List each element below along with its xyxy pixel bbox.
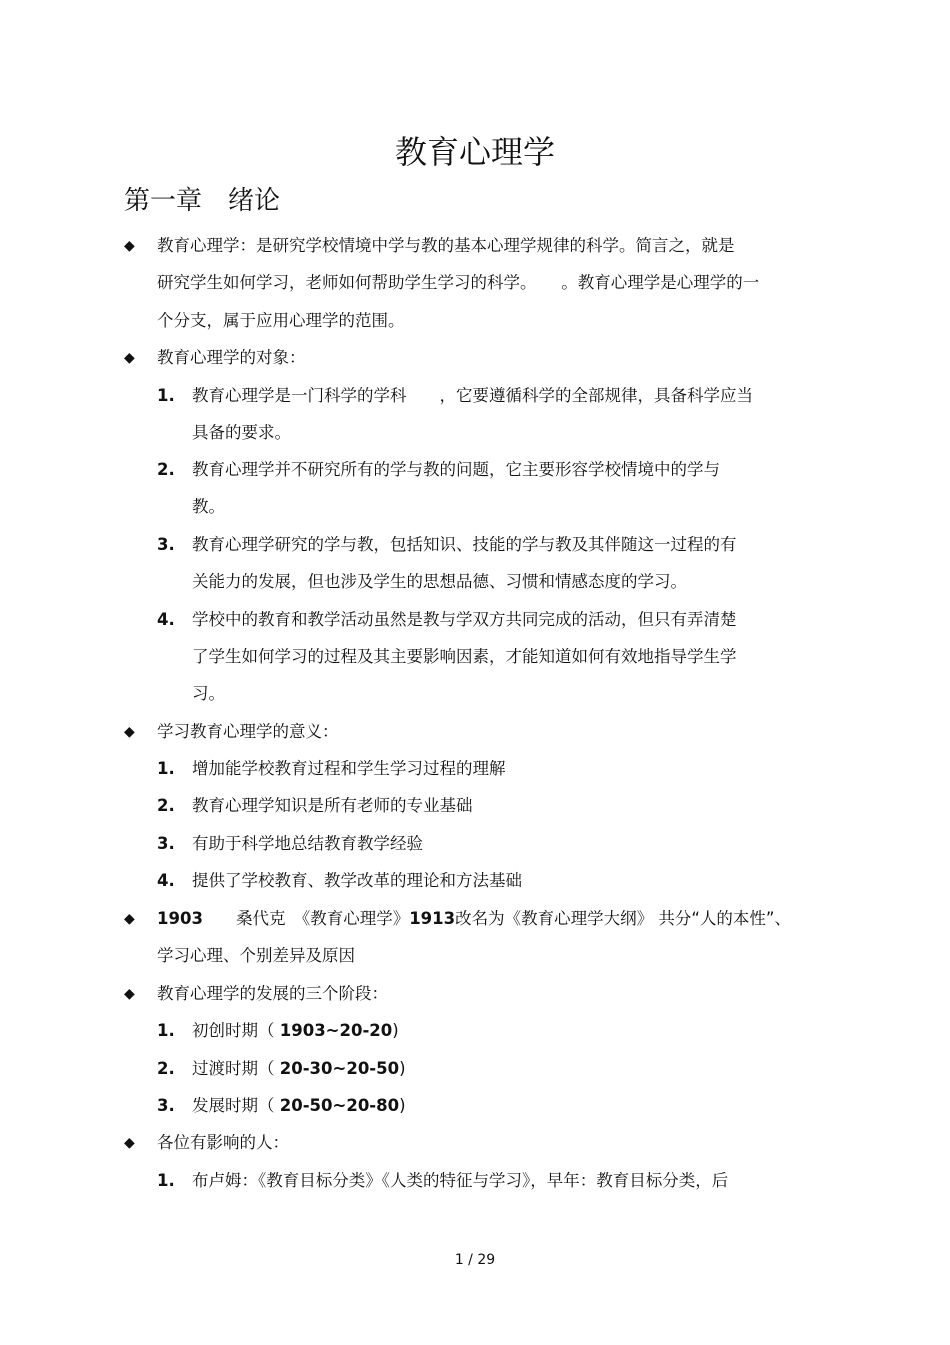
section-heading-objects: 教育心理学的对象：: [157, 348, 306, 367]
list-item-line: 教育心理学是一门科学的学科 ，它要遵循科学的全部规律，具备科学应当: [192, 386, 753, 405]
bullet-icon: ◆: [124, 911, 135, 927]
list-number: 3.: [157, 535, 175, 554]
page-number: 1 / 29: [454, 1252, 496, 1268]
bullet-icon: ◆: [124, 238, 135, 254]
list-item-line: 关能力的发展，但也涉及学生的思想品德、习惯和情感态度的学习。: [192, 572, 687, 591]
list-number: 3.: [157, 1096, 175, 1115]
list-item-line: 学校中的教育和教学活动虽然是教与学双方共同完成的活动，但只有弄清楚: [192, 610, 737, 629]
list-item-line: 增加能学校教育过程和学生学习过程的理解: [192, 759, 506, 778]
stage-item: [192, 1093, 406, 1119]
year-1903: 1903: [157, 909, 203, 928]
stage-close: ): [399, 1096, 406, 1115]
list-number: 1.: [157, 759, 175, 778]
list-item-line: 具备的要求。: [192, 423, 291, 442]
section-heading-significance: 学习教育心理学的意义：: [157, 722, 339, 741]
stage-range: 20-30~20-50: [279, 1059, 400, 1078]
definition-line-3: 个分支，属于应用心理学的范围。: [157, 311, 405, 330]
history-line-2: 学习心理、个别差异及原因: [157, 946, 355, 965]
list-number: 4.: [157, 871, 175, 890]
list-number: 1.: [157, 1171, 175, 1190]
stage-item: [192, 1018, 399, 1044]
chapter-heading: 第一章 绪论: [124, 186, 281, 216]
stage-item: [192, 1056, 406, 1082]
list-number: 1.: [157, 386, 175, 405]
stage-label: 过渡时期（: [192, 1059, 280, 1078]
list-number: 3.: [157, 834, 175, 853]
list-item-line: 有助于科学地总结教育教学经验: [192, 834, 423, 853]
list-item-line: 教育心理学知识是所有老师的专业基础: [192, 796, 473, 815]
bullet-icon: ◆: [124, 986, 135, 1002]
definition-line-2: 研究学生如何学习，老师如何帮助学生学习的科学。 。教育心理学是心理学的一: [157, 273, 760, 292]
stage-range: 20-50~20-80: [279, 1096, 400, 1115]
history-line-1: [157, 906, 791, 932]
list-number: 1.: [157, 1021, 175, 1040]
list-number: 2.: [157, 1059, 175, 1078]
year-1913: 1913: [409, 909, 456, 928]
bullet-icon: ◆: [124, 350, 135, 366]
section-heading-stages: 教育心理学的发展的三个阶段：: [157, 984, 388, 1003]
stage-range: 1903~20-20: [279, 1021, 393, 1040]
list-item-line: 习。: [192, 684, 225, 703]
list-number: 2.: [157, 796, 175, 815]
stage-label: 发展时期（: [192, 1096, 280, 1115]
stage-close: ): [399, 1059, 406, 1078]
list-item-line: 教育心理学研究的学与教，包括知识、技能的学与教及其伴随这一过程的有: [192, 535, 737, 554]
history-text-a: 桑代克 《教育心理学》: [202, 909, 410, 928]
list-number: 2.: [157, 460, 175, 479]
history-text-b: 改名为《教育心理学大纲》 共分“人的本性”、: [455, 909, 791, 928]
stage-label: 初创时期（: [192, 1021, 280, 1040]
list-item-line: 布卢姆：《教育目标分类》《人类的特征与学习》，早年：教育目标分类，后: [192, 1171, 729, 1190]
bullet-icon: ◆: [124, 1135, 135, 1151]
bullet-icon: ◆: [124, 724, 135, 740]
list-item-line: 了学生如何学习的过程及其主要影响因素，才能知道如何有效地指导学生学: [192, 647, 737, 666]
document-title: 教育心理学: [394, 133, 555, 171]
definition-line-1: 教育心理学：是研究学校情境中学与教的基本心理学规律的科学。简言之，就是: [157, 236, 735, 255]
list-item-line: 教育心理学并不研究所有的学与教的问题，它主要形容学校情境中的学与: [192, 460, 720, 479]
list-item-line: 教。: [192, 497, 225, 516]
list-number: 4.: [157, 610, 175, 629]
section-heading-people: 各位有影响的人：: [157, 1133, 289, 1152]
stage-close: ): [392, 1021, 399, 1040]
list-item-line: 提供了学校教育、教学改革的理论和方法基础: [192, 871, 522, 890]
